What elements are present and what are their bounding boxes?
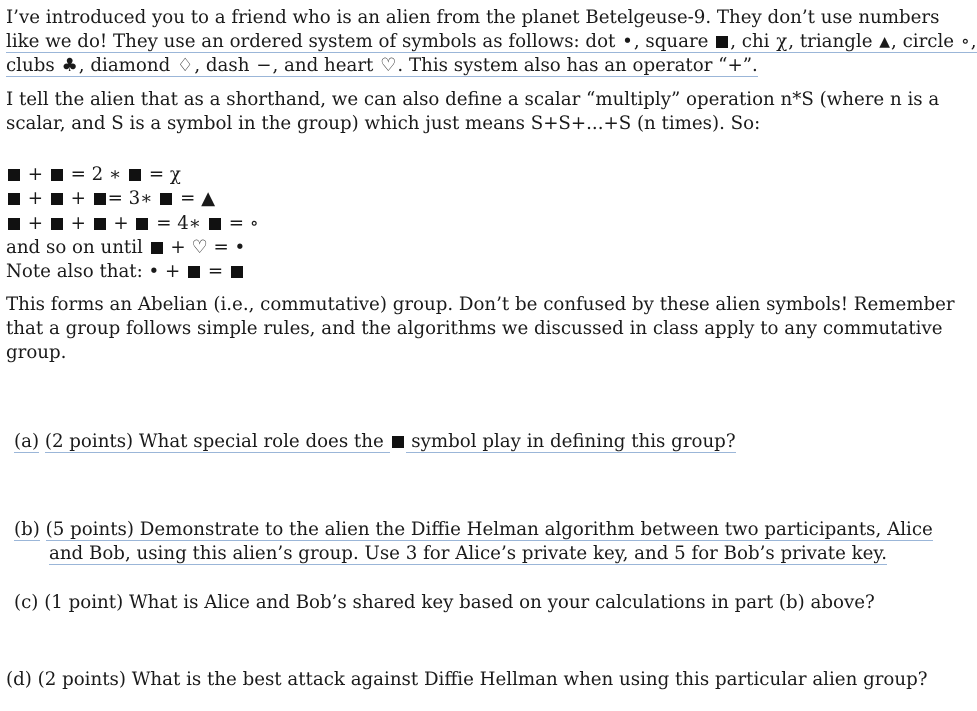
intro-text: like we do! They use an ordered system of symbols as follows: dot: [6, 31, 622, 52]
scalar-paragraph: [6, 88, 940, 136]
heart-symbol: ♡: [380, 55, 397, 76]
question-c: [14, 591, 875, 615]
group-line-3: group.: [6, 342, 67, 363]
equation-result: = ∘: [222, 213, 259, 234]
square-symbol-icon: [209, 218, 221, 230]
question-b: [14, 518, 933, 542]
circle-symbol: ∘: [960, 31, 970, 52]
plus-op: +: [64, 188, 92, 209]
intro-text: , dash: [194, 55, 256, 76]
question-b-label: (b): [14, 519, 40, 540]
square-symbol-icon: [392, 436, 404, 448]
diamond-symbol: ♢: [177, 55, 194, 76]
intro-line-2: [6, 30, 977, 54]
question-c-label: (c): [14, 592, 39, 613]
group-paragraph: [6, 293, 955, 365]
equation-3: [6, 212, 259, 236]
plus-op: +: [22, 188, 49, 209]
question-a-label: (a): [14, 431, 40, 452]
equation-text: Note also that: • +: [6, 261, 187, 282]
intro-line-1: I’ve introduced you to a friend who is an alien from the planet Betelgeuse-9. They don’t use numbers: [6, 7, 940, 28]
plus-op: +: [107, 213, 135, 234]
scalar-line-1: I tell the alien that as a shorthand, we can also define a scalar “multiply” operation n*S (where n is a: [6, 89, 940, 110]
question-a-text: (2 points) What special role does the: [44, 431, 390, 452]
square-symbol-icon: [716, 36, 728, 48]
question-a-text: symbol play in defining this group?: [405, 431, 736, 452]
chi-symbol: χ: [776, 31, 788, 52]
square-symbol-icon: [136, 218, 148, 230]
intro-text: , square: [633, 31, 715, 52]
triangle-symbol: ▲: [879, 34, 891, 50]
square-symbol-icon: [94, 193, 106, 205]
clubs-symbol: ♣: [61, 55, 78, 76]
equation-text: = 2 ∗: [64, 164, 128, 185]
dot-symbol: •: [622, 31, 633, 52]
square-symbol-icon: [8, 169, 20, 181]
square-symbol-icon: [8, 193, 20, 205]
question-b-text: (5 points) Demonstrate to the alien the Diffie Helman algorithm between two participants, Alice: [45, 519, 933, 540]
question-c-text: (1 point) What is Alice and Bob’s shared key based on your calculations in part (b) above?: [44, 592, 875, 613]
dash-symbol: −: [256, 55, 272, 76]
square-symbol-icon: [151, 242, 163, 254]
question-d-label: (d): [6, 669, 32, 690]
intro-line-3: [6, 54, 930, 78]
equation-result: = ▲: [174, 188, 216, 209]
intro-text: , triangle: [788, 31, 879, 52]
intro-text: , diamond: [78, 55, 176, 76]
square-symbol-icon: [231, 266, 243, 278]
question-b-text: and Bob, using this alien’s group. Use 3 for Alice’s private key, and 5 for Bob’s private key.: [49, 543, 888, 564]
question-a: [14, 430, 736, 454]
question-b-continued: [49, 542, 887, 566]
so-on-line: [6, 236, 245, 260]
intro-text: , and heart: [272, 55, 380, 76]
intro-text: . This system also has an operator “+”.: [397, 55, 758, 76]
scalar-line-2: scalar, and S is a symbol in the group) which just means S+S+...+S (n times). So:: [6, 113, 761, 134]
square-symbol-icon: [51, 169, 63, 181]
intro-text: ,: [970, 31, 977, 52]
intro-text: clubs: [6, 55, 61, 76]
equation-text: = 4∗: [150, 213, 207, 234]
equation-1: [6, 163, 181, 187]
equation-text: =: [202, 261, 229, 282]
square-symbol-icon: [188, 266, 200, 278]
question-d-text: (2 points) What is the best attack against Diffie Hellman when using this particular alien group?: [37, 669, 928, 690]
equation-result: + ♡ = •: [164, 237, 246, 258]
square-symbol-icon: [51, 193, 63, 205]
intro-paragraph: [6, 6, 977, 78]
intro-text: , circle: [891, 31, 960, 52]
equation-2: [6, 187, 215, 211]
square-symbol-icon: [160, 193, 172, 205]
group-line-2: that a group follows simple rules, and the algorithms we discussed in class apply to any commutative: [6, 318, 943, 339]
square-symbol-icon: [129, 169, 141, 181]
plus-op: +: [22, 164, 49, 185]
plus-op: +: [22, 213, 49, 234]
question-d: [6, 668, 927, 692]
equation-result: = χ: [143, 164, 181, 185]
group-line-1: This forms an Abelian (i.e., commutative) group. Don’t be confused by these alien symbols! Remember: [6, 294, 955, 315]
plus-op: +: [64, 213, 92, 234]
note-line: [6, 260, 245, 284]
square-symbol-icon: [51, 218, 63, 230]
equation-text: and so on until: [6, 237, 149, 258]
square-symbol-icon: [8, 218, 20, 230]
square-symbol-icon: [94, 218, 106, 230]
intro-text: , chi: [730, 31, 776, 52]
equation-text: = 3∗: [107, 188, 159, 209]
